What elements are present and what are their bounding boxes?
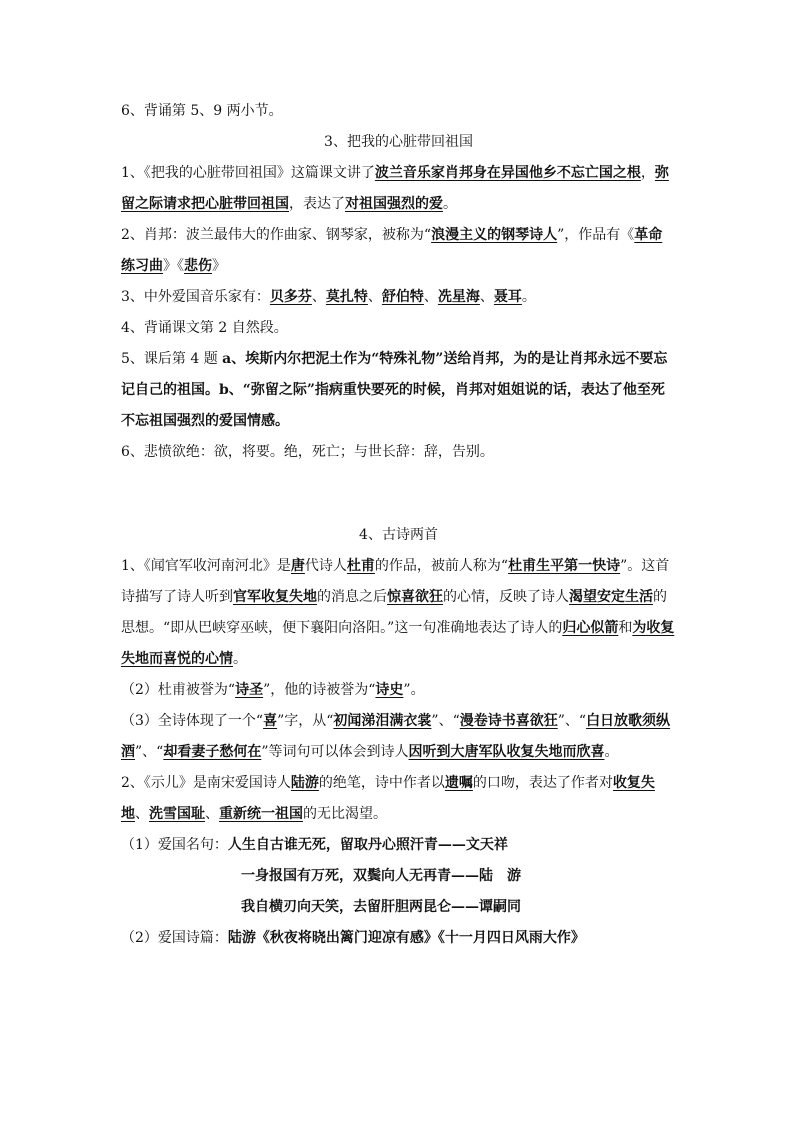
section-3-item-1: 1、《把我的心脏带回祖国》这篇课文讲了波兰音乐家肖邦身在异国他乡不忘亡国之根，弥留之际请求把心脏带回祖国，表达了对祖国强烈的爱。 — [121, 165, 669, 212]
patriotic-poems: （2）爱国诗篇：陆游《秋夜将晓出篱门迎凉有感》《十一月四日风雨大作》 — [121, 930, 585, 946]
section-3-item-4: 4、背诵课文第 2 自然段。 — [121, 320, 288, 336]
patriotic-quote-1: （1）爱国名句： 人生自古谁无死，留取丹心照汗青——文天祥 — [121, 837, 508, 853]
section-3-item-5: 5、课后第 4 题 a、埃斯内尔把泥土作为“特殊礼物”送给肖邦，为的是让肖邦永远不要忘记自己的祖国。b、“弥留之际”指病重快要死的时候，肖邦对姐姐说的话，表达了他至死不忘祖国强烈的爱国情感。 — [121, 351, 668, 429]
section-3-item-6: 6、悲愤欲绝：欲，将要。绝，死亡；与世长辞：辞，告别。 — [121, 444, 494, 460]
section-4-item-2: 2、《示儿》是南宋爱国诗人陆游的绝笔，诗中作者以遗嘱的口吻，表达了作者对收复失地、洗雪国耻、重新统一祖国的无比渴望。 — [121, 775, 655, 822]
patriotic-quote-3: 我自横刃向天笑，去留肝胆两昆仑——谭嗣同 — [241, 899, 521, 915]
section-3-item-3: 3、中外爱国音乐家有：贝多芬、莫扎特、舒伯特、冼星海、聂耳。 — [121, 289, 536, 305]
document-content — [121, 96, 676, 954]
patriotic-quote-2: 一身报国有万死，双鬓向人无再青——陆 游 — [241, 868, 521, 884]
section-4-item-1-2: （2）杜甫被誉为“诗圣”，他的诗被誉为“诗史”。 — [121, 682, 425, 698]
section-3-title: 3、把我的心脏带回祖国 — [324, 134, 473, 150]
section-4-item-1: 1、《闻官军收河南河北》是唐代诗人杜甫的作品，被前人称为“杜甫生平第一快诗”。这首诗描写了诗人听到官军收复失地的消息之后惊喜欲狂的心情，反映了诗人渴望安定生活的思想。“即从巴峡穿巫峡，便下襄阳向洛阳。”这一句准确地表达了诗人的归心似箭和为收复失地而喜悦的心情。 — [121, 558, 675, 667]
section-4-item-1-3: （3）全诗体现了一个“喜”字，从“初闻涕泪满衣裳”、“漫卷诗书喜欲狂”、“白日放歌须纵酒”、“却看妻子愁何在”等词句可以体会到诗人因听到大唐军队收复失地而欣喜。 — [121, 713, 671, 760]
section-4-title: 4、古诗两首 — [359, 527, 438, 543]
item-recite-6: 6、背诵第 5、9 两小节。 — [121, 103, 283, 119]
section-3-item-2: 2、肖邦：波兰最伟大的作曲家、钢琴家，被称为“浪漫主义的钢琴诗人”，作品有《革命练习曲》《悲伤》 — [121, 227, 663, 274]
section-gap — [121, 468, 676, 520]
